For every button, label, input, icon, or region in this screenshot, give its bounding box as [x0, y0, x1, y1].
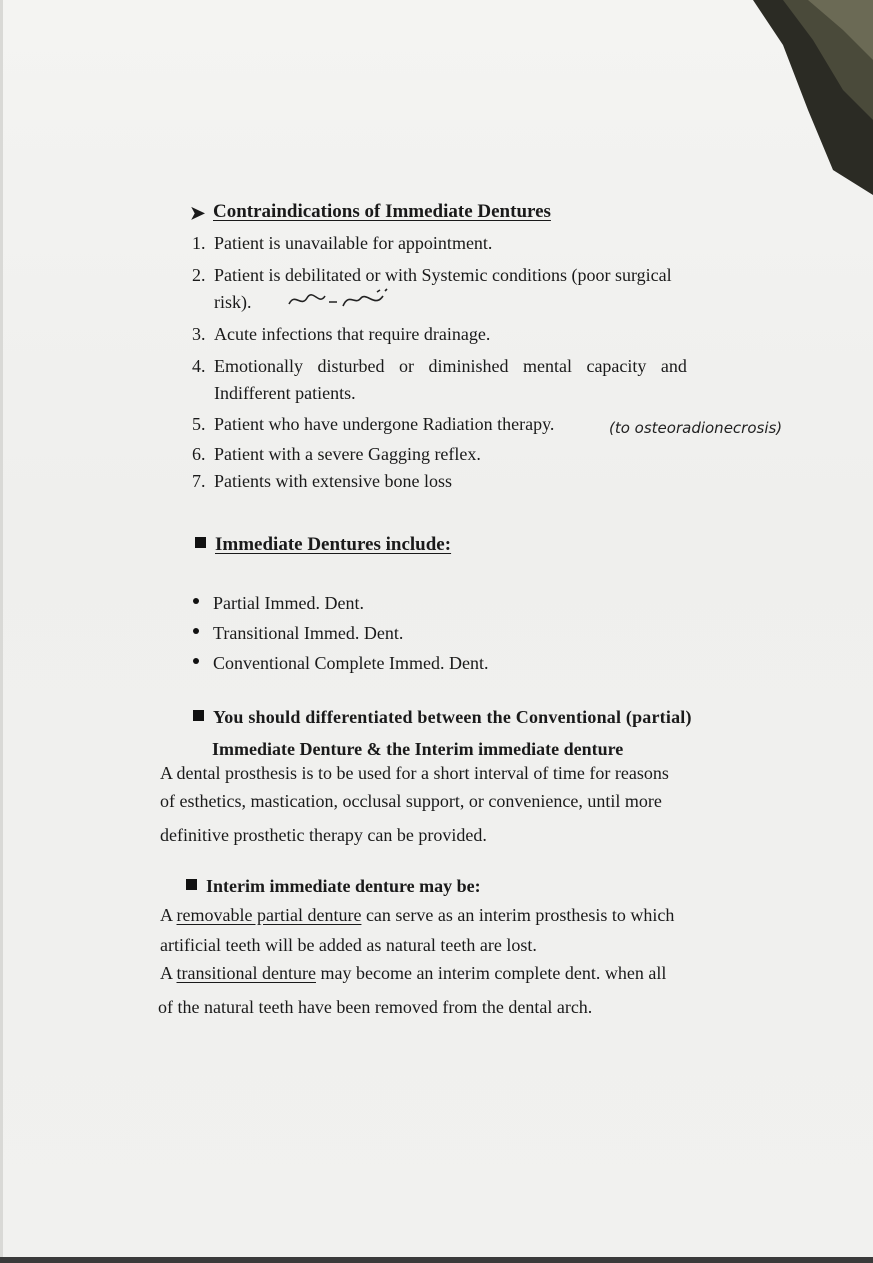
interim-paragraph-2-line-1: A transitional denture may become an interim complete dent. when all — [160, 963, 667, 983]
include-item-3: Conventional Complete Immed. Dent. — [213, 653, 489, 673]
contraindication-item-4-cont: Indifferent patients. — [214, 383, 356, 403]
dark-corner-background — [713, 0, 873, 200]
definition-line-3: definitive prosthetic therapy can be provided. — [160, 825, 487, 845]
contraindications-heading: Contraindications of Immediate Dentures — [213, 201, 551, 222]
contraindication-item-5: 5. Patient who have undergone Radiation therapy. — [192, 414, 555, 434]
handwritten-arabic-note — [285, 288, 395, 312]
interim-paragraph-1-line-1: A removable partial denture can serve as an interim prosthesis to which — [160, 905, 675, 925]
differentiate-heading-line-2: Immediate Denture & the Interim immediate denture — [212, 739, 624, 759]
arrow-bullet-icon: ➤ — [190, 203, 206, 223]
definition-line-1: A dental prosthesis is to be used for a short interval of time for reasons — [160, 763, 669, 783]
transitional-denture-term: transitional denture — [176, 963, 316, 983]
immediate-dentures-include-heading: Immediate Dentures include: — [215, 534, 452, 555]
bullet-dot-icon — [193, 628, 199, 634]
bullet-dot-icon — [193, 598, 199, 604]
bullet-dot-icon — [193, 658, 199, 664]
contraindication-item-2-cont: risk). — [214, 292, 252, 312]
contraindication-item-4: 4. Emotionally disturbed or diminished mental capacity and — [192, 356, 687, 376]
contraindication-item-6: 6. Patient with a severe Gagging reflex. — [192, 444, 481, 464]
interim-paragraph-1-line-2: artificial teeth will be added as natural teeth are lost. — [160, 935, 537, 955]
include-item-2: Transitional Immed. Dent. — [213, 623, 404, 643]
interim-denture-heading: Interim immediate denture may be: — [206, 876, 481, 896]
include-item-1: Partial Immed. Dent. — [213, 593, 364, 613]
contraindication-item-7: 7. Patients with extensive bone loss — [192, 471, 452, 491]
contraindication-item-2: 2. Patient is debilitated or with Systemic conditions (poor surgical — [192, 265, 672, 285]
square-bullet-icon — [195, 537, 206, 548]
page-bottom-edge — [0, 1257, 873, 1263]
removable-partial-denture-term: removable partial denture — [176, 905, 362, 925]
handwritten-note-osteoradionecrosis: (to osteoradionecrosis) — [609, 419, 783, 437]
contraindication-item-1: 1. Patient is unavailable for appointment. — [192, 233, 493, 253]
square-bullet-icon — [186, 879, 197, 890]
interim-paragraph-2-line-2: of the natural teeth have been removed from the dental arch. — [158, 997, 593, 1017]
differentiate-heading-line-1: You should differentiated between the Conventional (partial) — [213, 707, 692, 727]
square-bullet-icon — [193, 710, 204, 721]
page-left-edge — [0, 0, 3, 1263]
contraindication-item-3: 3. Acute infections that require drainage. — [192, 324, 491, 344]
definition-line-2: of esthetics, mastication, occlusal support, or convenience, until more — [160, 791, 662, 811]
